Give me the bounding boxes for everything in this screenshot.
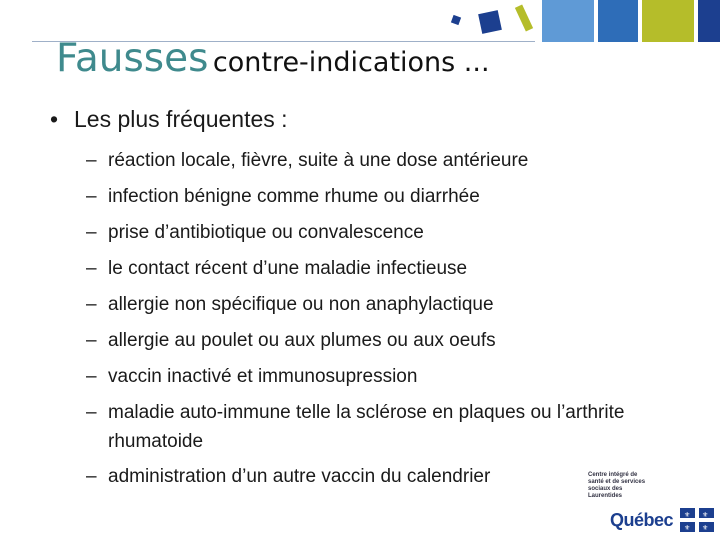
decor-square-small-navy [451,15,461,25]
heading-text: Les plus fréquentes : [74,106,288,132]
slide-title [56,36,490,83]
dash: – [86,258,97,279]
list-item [86,182,480,211]
bullet-heading [50,106,288,133]
list-item-text: prise d’antibiotique ou convalescence [108,222,424,243]
logo-quebec-wordmark: Québec [610,510,674,530]
list-item [86,362,417,391]
list-item-continuation: rhumatoide [108,431,204,452]
decor-square-lightblue [542,0,594,42]
decor-square-blue [598,0,638,42]
dash: – [86,330,97,351]
list-item [86,398,624,456]
bullet-glyph: • [50,106,59,132]
svg-text:⚜: ⚜ [702,511,709,519]
list-item-text: maladie auto-immune telle la sclérose en plaques ou l’arthrite [108,402,625,423]
title-accent: Fausses [56,36,209,81]
dash: – [86,366,97,387]
list-item-text: vaccin inactivé et immunosupression [108,366,418,387]
dash: – [86,294,97,315]
list-item-text: réaction locale, fièvre, suite à une dose antérieure [108,150,529,171]
title-rest: contre-indications ... [212,47,490,78]
dash: – [86,466,97,487]
quebec-flag-icon [680,508,714,532]
decor-square-lime [642,0,694,42]
list-item-text: allergie non spécifique ou non anaphylactique [108,294,494,315]
list-item-text: le contact récent d’une maladie infectieuse [108,258,468,279]
dash: – [86,186,97,207]
list-item [86,146,528,175]
decor-bar-lime [515,5,533,32]
decor-square-navy-right [698,0,720,42]
svg-text:⚜: ⚜ [684,524,691,532]
list-item [86,254,467,283]
cisss-quebec-logo [582,470,716,536]
list-item [86,218,424,247]
list-item-text: allergie au poulet ou aux plumes ou aux oeufs [108,330,496,351]
dash: – [86,222,97,243]
svg-text:⚜: ⚜ [684,511,691,519]
svg-text:⚜: ⚜ [702,524,709,532]
list-item [86,462,490,491]
dash: – [86,150,97,171]
list-item-text: administration d’un autre vaccin du calendrier [108,466,491,487]
logo-institution-text: Centre intégré de santé et de services sociaux des Laurentides [588,472,646,499]
list-item-text: infection bénigne comme rhume ou diarrhée [108,186,480,207]
list-item [86,326,496,355]
list-item [86,290,494,319]
dash: – [86,402,97,423]
decor-square-navy [478,10,502,34]
